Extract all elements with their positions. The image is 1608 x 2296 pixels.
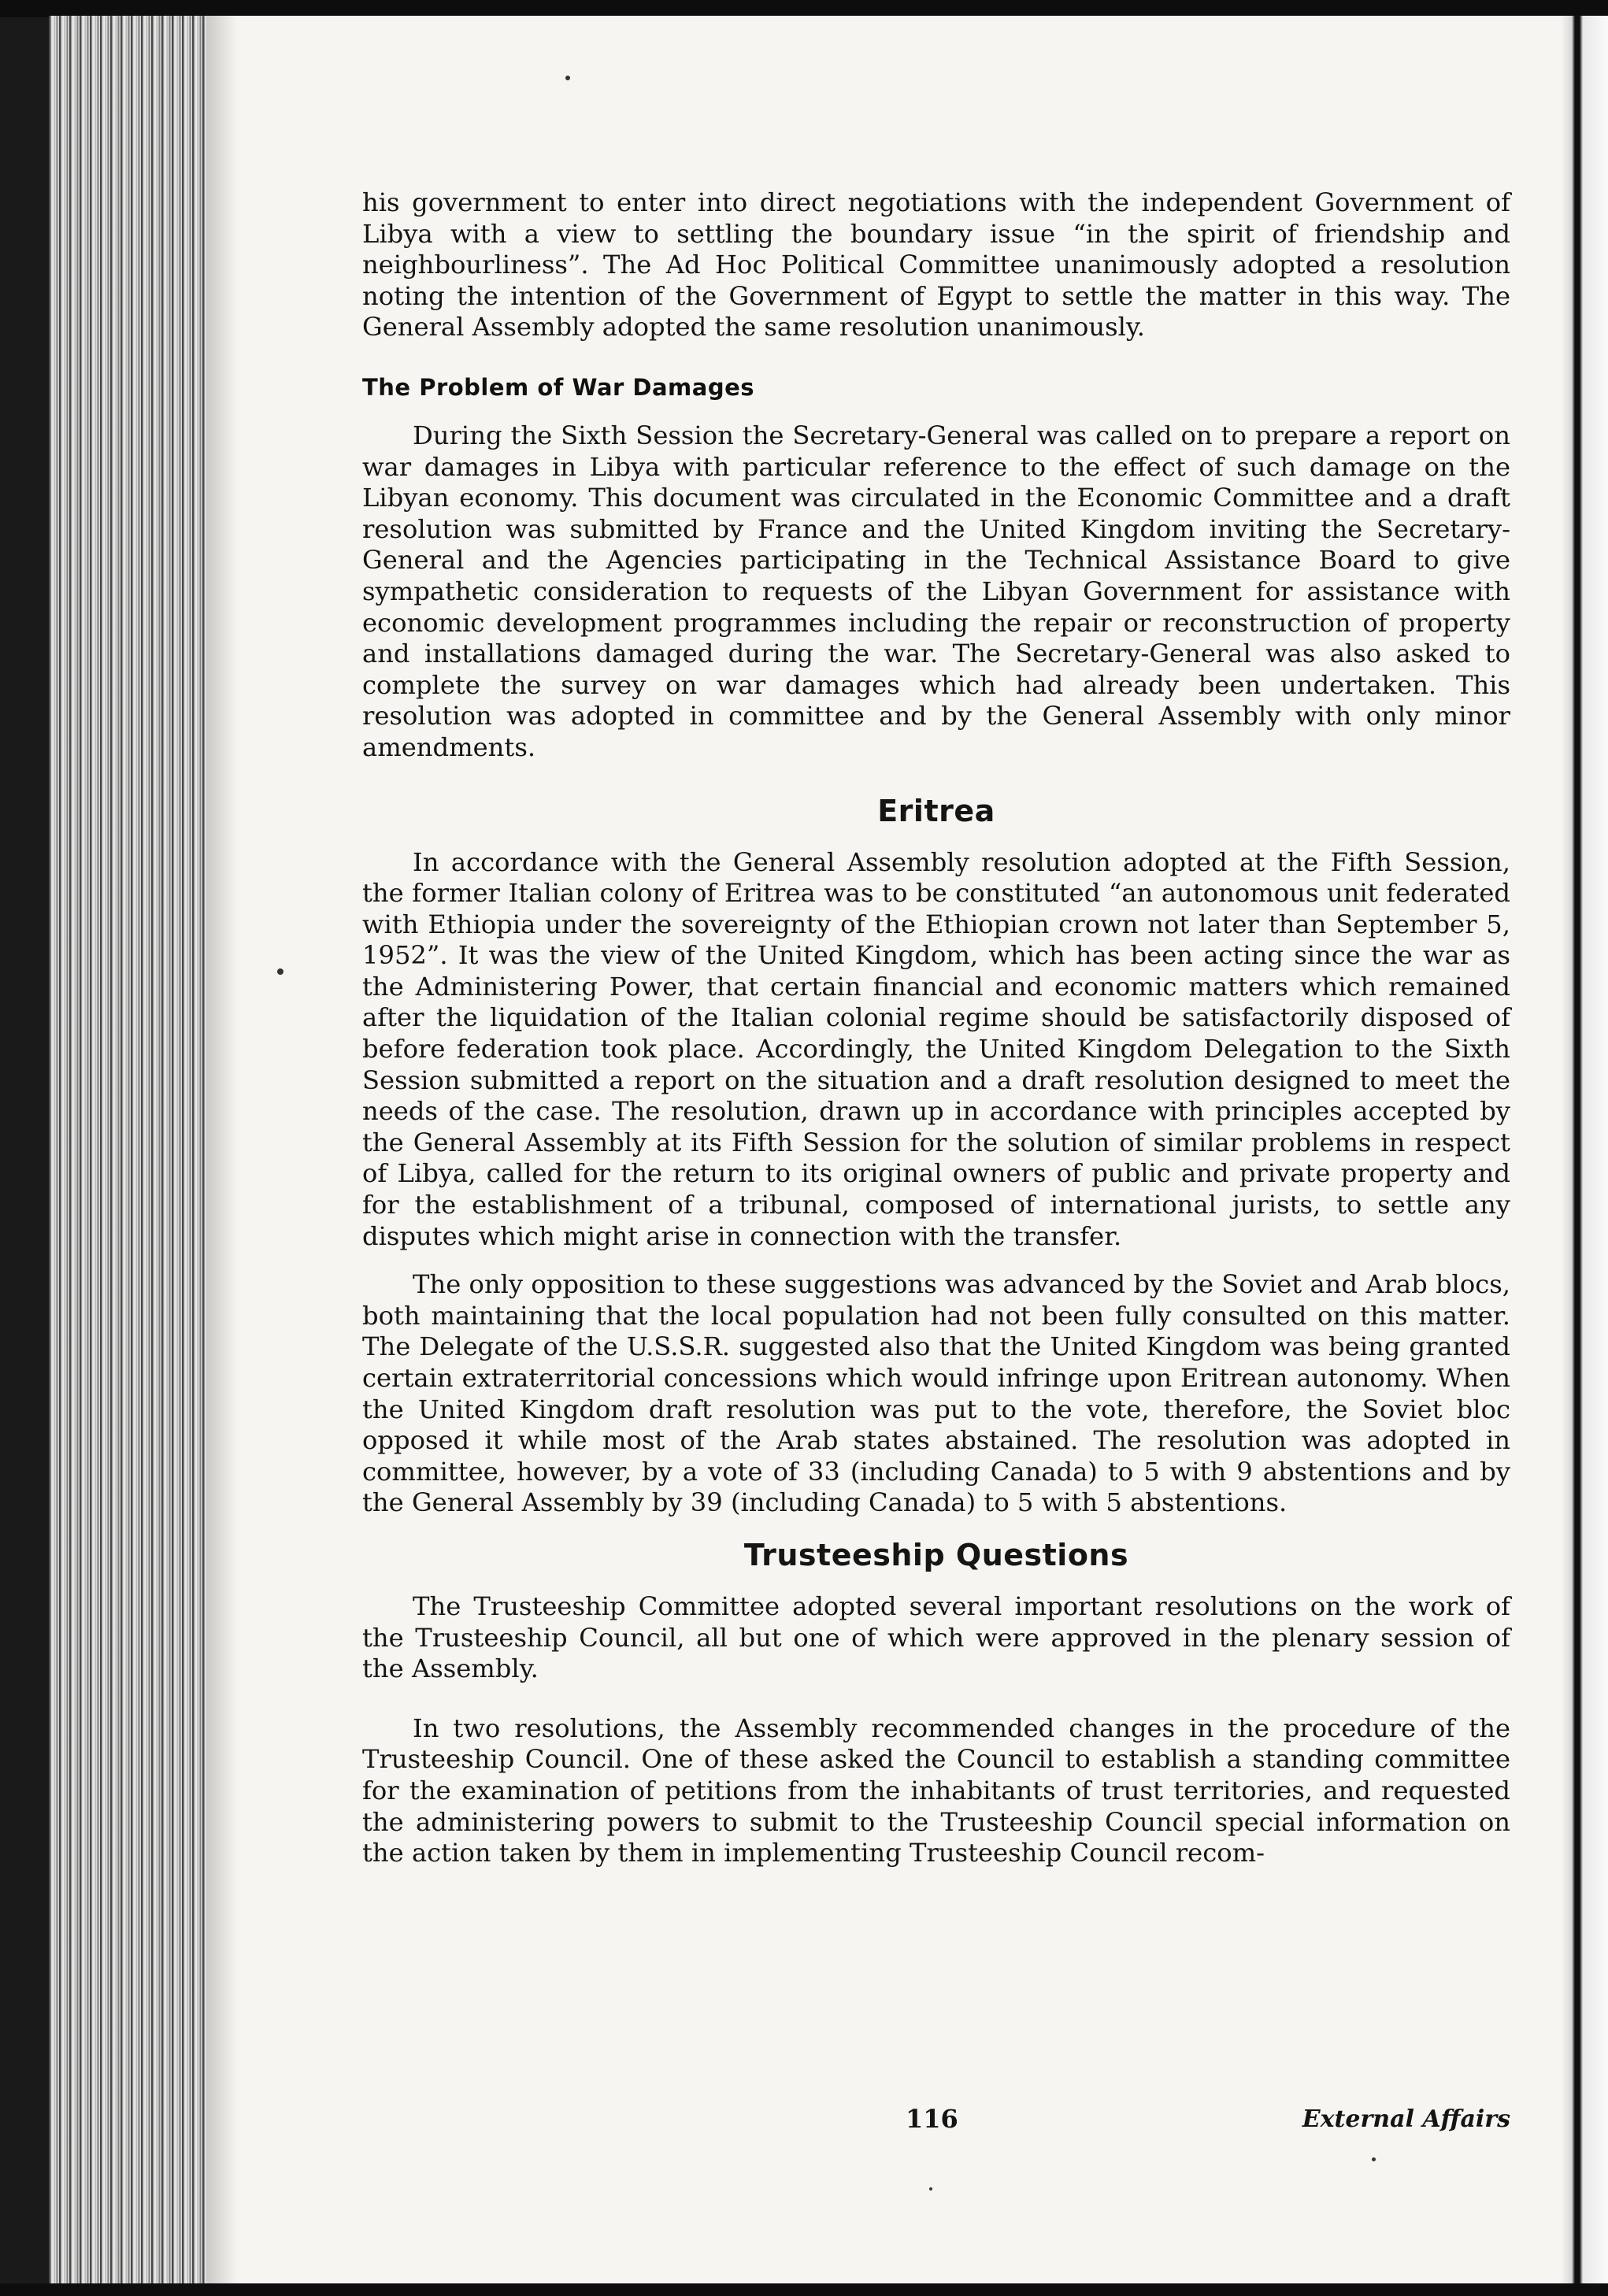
section-heading-eritrea: Eritrea [877, 793, 995, 828]
right-binding-edge [1561, 16, 1608, 2283]
gutter-shadow [206, 16, 238, 2283]
eritrea-paragraph-1: In accordance with the General Assembly resolution adopted at the Fifth Session, the former Italian colony of Eritrea was to be constituted “an autonomous unit federated with Ethiopia under the sovereignty of the Ethiopian crown not later than September 5, 1952”. It was the view of the United Kingdom, which has been acting since the war as the Administering Power, that certain financial and economic matters which remained after the liquidation of the Italian colonial regime should be satisfactorily disposed of before federation took place. Accordingly, the United Kingdom Delegation to the Sixth Session submitted a report on the situation and a draft resolution designed to meet the needs of the case. The resolution, drawn up in accordance with principles accepted by the General Assembly at its Fifth Session for the solution of similar problems in respect of Libya, called for the return to its original owners of public and private property and for the establishment of a tribunal, composed of international jurists, to settle any disputes which might arise in connection with the transfer. [362, 846, 1510, 1251]
running-title: External Affairs [1302, 2105, 1510, 2133]
page-number: 116 [906, 2104, 958, 2134]
scan-speck [277, 968, 283, 975]
scan-speck [1372, 2157, 1376, 2161]
trusteeship-paragraph-2: In two resolutions, the Assembly recommended changes in the procedure of the Trusteeship Council. One of these asked the Council to establish a standing committee for the examination of petitions from the inhabitants of trust territories, and requested the administering powers to submit to the Trusteeship Council special information on the action taken by them in implementing Trusteeship Council recom- [362, 1713, 1510, 1868]
article-body [362, 187, 1510, 1869]
page-footer [362, 2104, 1510, 2139]
trusteeship-paragraph-1: The Trusteeship Committee adopted several important resolutions on the work of the Trusteeship Council, all but one of which were approved in the plenary session of the Assembly. [362, 1591, 1510, 1684]
scan-top-border [0, 0, 1608, 17]
war-damages-paragraph: During the Sixth Session the Secretary-General was called on to prepare a report on war damages in Libya with particular reference to the effect of such damage on the Libyan economy. This document was circulated in the Economic Committee and a draft resolution was submitted by France and the United Kingdom inviting the Secretary-General and the Agencies participating in the Technical Assistance Board to give sympathetic consideration to requests of the Libyan Government for assistance with economic development programmes including the repair or reconstruction of property and installations damaged during the war. The Secretary-General was also asked to complete the survey on war damages which had already been undertaken. This resolution was adopted in committee and by the General Assembly with only minor amendments. [362, 420, 1510, 762]
scan-speck [565, 76, 570, 80]
eritrea-paragraph-2: The only opposition to these suggestions was advanced by the Soviet and Arab blocs, both maintaining that the local population had not been fully consulted on this matter. The Delegate of the U.S.S.R. suggested also that the United Kingdom was being granted certain extraterritorial concessions which would infringe upon Eritrean autonomy. When the United Kingdom draft resolution was put to the vote, therefore, the Soviet bloc opposed it while most of the Arab states abstained. The resolution was adopted in committee, however, by a vote of 33 (including Canada) to 5 with 9 abstentions and by the General Assembly by 39 (including Canada) to 5 with 5 abstentions. [362, 1269, 1510, 1518]
scan-speck [929, 2187, 932, 2190]
section-heading-war-damages: The Problem of War Damages [362, 373, 755, 401]
scan-bottom-border [0, 2283, 1608, 2296]
section-heading-trusteeship: Trusteeship Questions [743, 1537, 1129, 1572]
binding-gutter [49, 16, 206, 2283]
intro-paragraph: his government to enter into direct negotiations with the independent Government of Libya with a view to settling the boundary issue “in the spirit of friendship and neighbourliness”. The Ad Hoc Political Committee unanimously adopted a resolution noting the intention of the Government of Egypt to settle the matter in this way. The General Assembly adopted the same resolution unanimously. [362, 187, 1510, 343]
